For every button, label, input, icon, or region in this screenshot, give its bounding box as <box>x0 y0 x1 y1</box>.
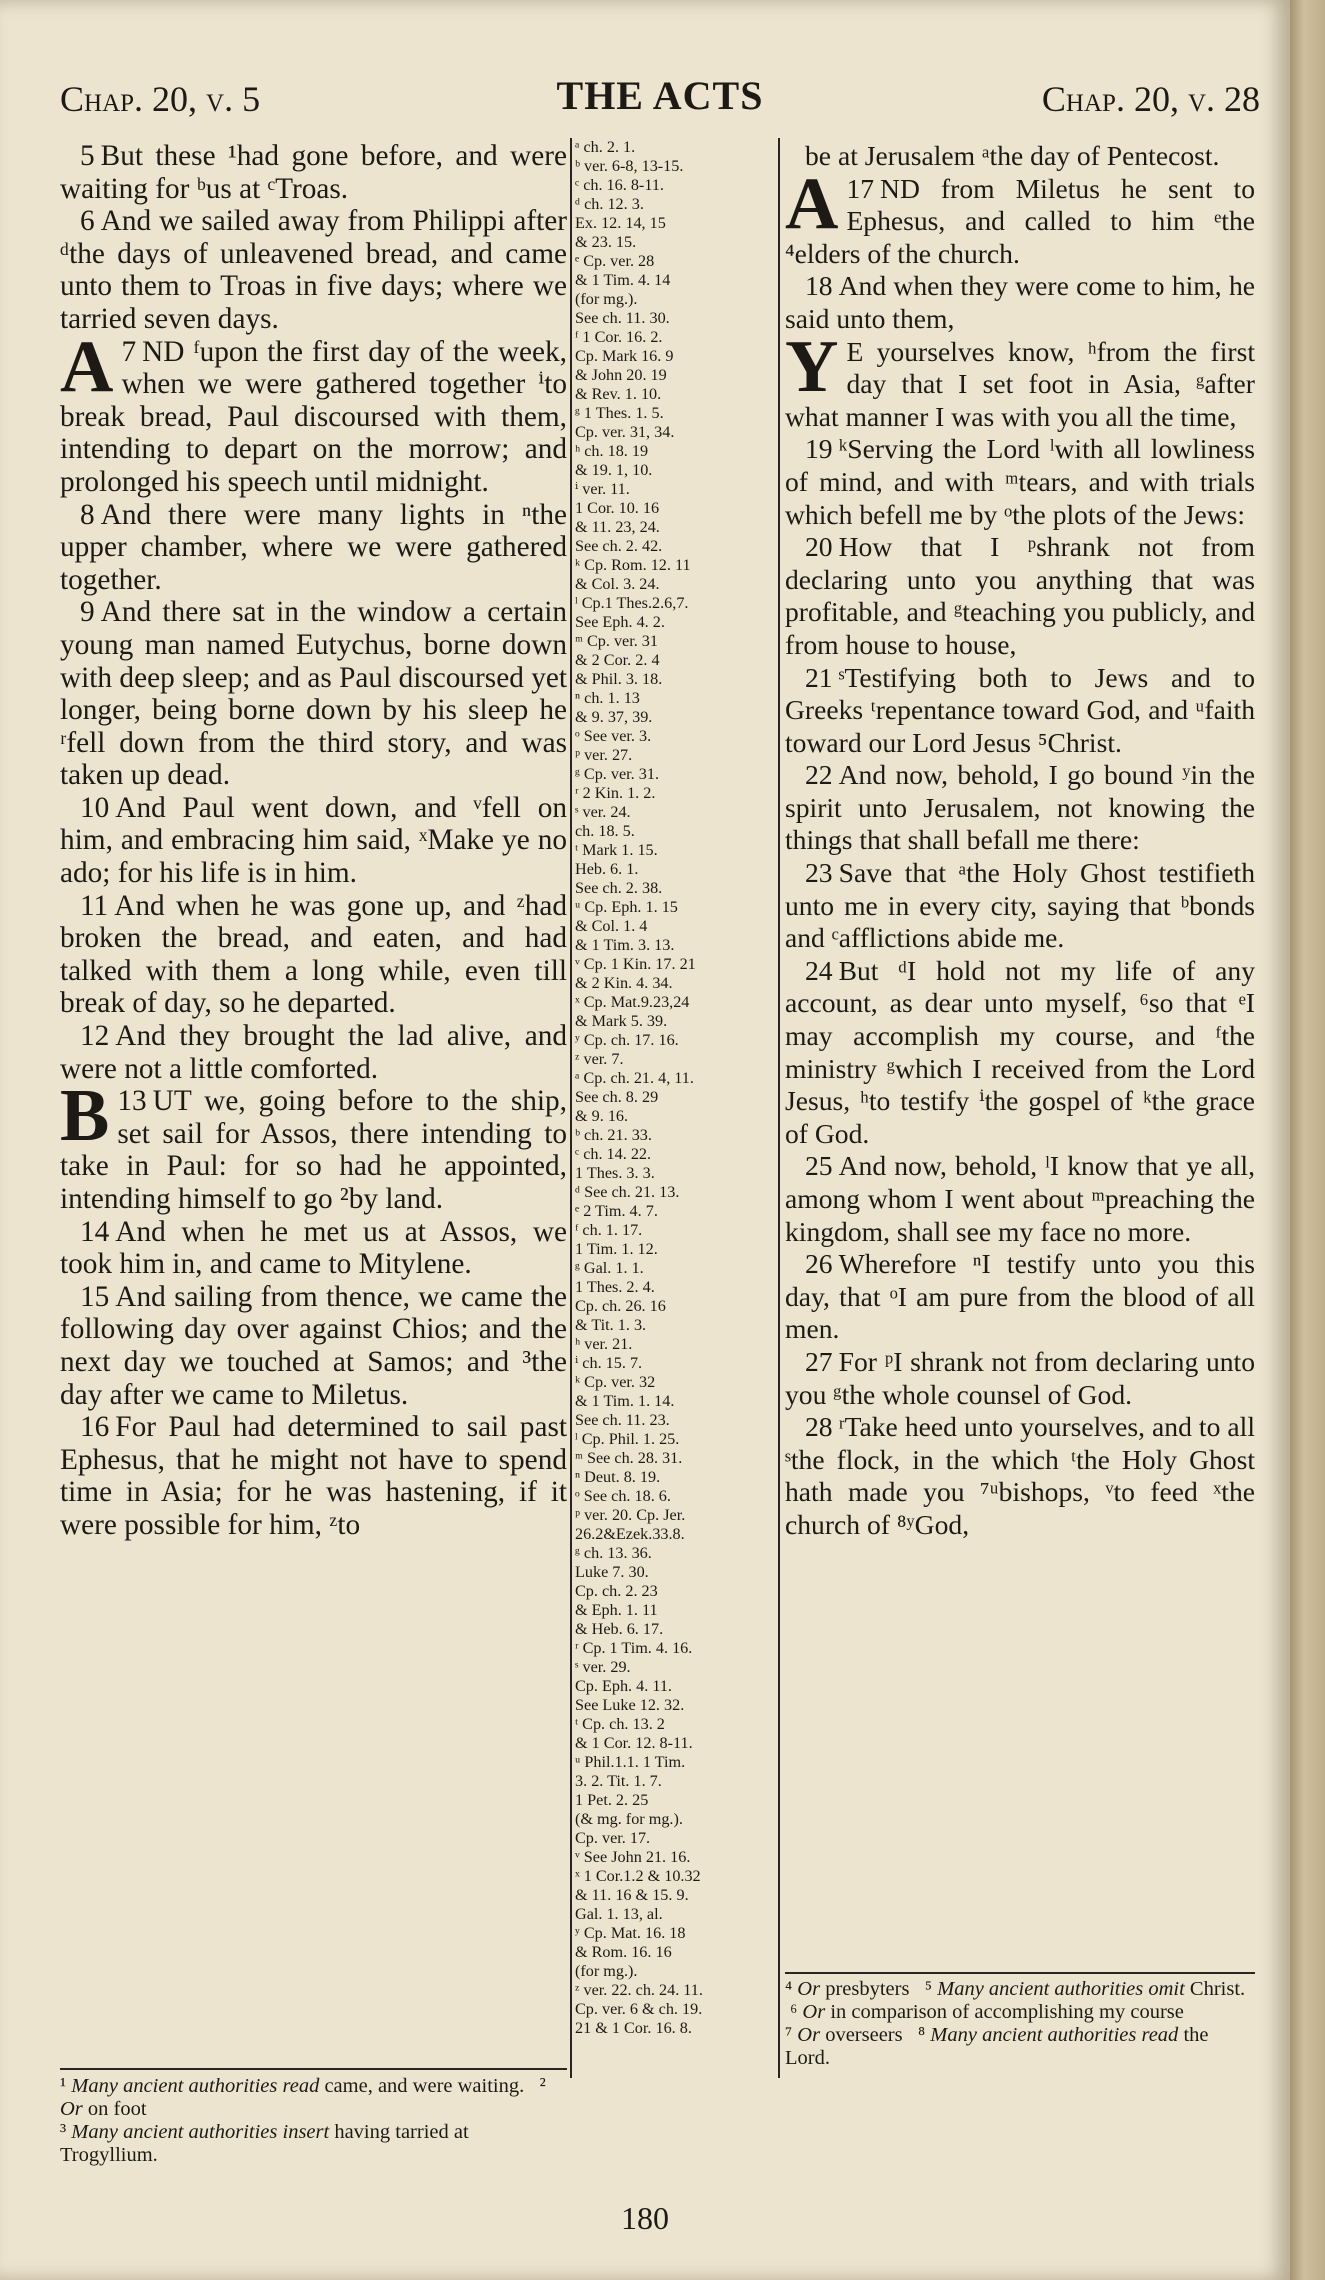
footnote-italic: Or <box>802 2001 826 2023</box>
cross-reference: & John 20. 19 <box>575 366 667 384</box>
verse <box>785 955 1255 1151</box>
footnote-marker: ⁸ <box>917 2024 926 2046</box>
verse-number: 10 <box>80 791 110 824</box>
footnote-1-2 <box>60 2075 567 2121</box>
cross-reference: & Rev. 1. 10. <box>575 385 662 403</box>
cross-reference: See ch. 2. 38. <box>575 879 663 897</box>
verse-text: For Paul had determined to sail past Ephesus, that he might not have to spend time in Asia; for he was hastening, if it were possible for him, ᶻto <box>60 1411 567 1541</box>
footnote-text: in comparison of accomplishing my course <box>830 2001 1184 2023</box>
cross-reference: ᵍ ch. 13. 36. <box>575 1544 652 1562</box>
cross-reference: ᵗ Cp. ch. 13. 2 <box>575 1715 665 1733</box>
cross-reference: ᵈ ch. 12. 3. <box>575 195 644 213</box>
verse-text: ᵏServing the Lord ˡwith all lowliness of mind, and with ᵐtears, and with trials which befell me by ᵒthe plots of the Jews: <box>785 433 1255 530</box>
header-right: Chap. 20, v. 28 <box>1041 79 1260 119</box>
footnote-italic: Many ancient authorities insert <box>71 2121 330 2143</box>
verse <box>60 499 567 597</box>
cross-reference: ⁿ Deut. 8. 19. <box>575 1468 661 1486</box>
cross-reference: ᵇ ch. 21. 33. <box>575 1126 652 1144</box>
footnote-text: having tarried at Trogyllium. <box>60 2121 469 2166</box>
cross-reference: ᶜ ch. 14. 22. <box>575 1145 652 1163</box>
cross-reference: See ch. 11. 30. <box>575 309 670 327</box>
cross-reference: ᶻ ver. 7. <box>575 1050 624 1068</box>
footnote-rule-left <box>60 2068 567 2070</box>
cross-reference: ᵘ Phil.1.1. 1 Tim. <box>575 1753 686 1771</box>
cross-reference: & Rom. 16. 16 <box>575 1943 672 1961</box>
verse-number: 17 <box>846 172 875 204</box>
cross-reference: ˡ Cp. Phil. 1. 25. <box>575 1430 680 1448</box>
verse-text: ˢTestifying both to Jews and to Greeks ᵗrepentance toward God, and ᵘfaith toward our Lord Jesus ⁵Christ. <box>785 661 1255 758</box>
verse-number: 7 <box>121 335 137 368</box>
cross-reference: ˣ Cp. Mat.9.23,24 <box>575 993 690 1011</box>
verse <box>60 1020 567 1085</box>
verse <box>785 270 1255 335</box>
cross-reference: & 19. 1, 10. <box>575 461 653 479</box>
verse-text: ʳTake heed unto yourselves, and to all ˢthe flock, in the which ᵗthe Holy Ghost hath made you ⁷ᵘbishops, ᵛto feed ˣthe church of ⁸ʸGod, <box>785 1411 1255 1540</box>
drop-cap: A <box>785 162 839 245</box>
footnotes-right <box>785 1978 1255 2070</box>
verse <box>60 140 567 205</box>
cross-reference: See ch. 2. 42. <box>575 537 663 555</box>
verse <box>785 433 1255 531</box>
cross-reference: 26.2&Ezek.33.8. <box>575 1525 685 1543</box>
cross-reference: ch. 18. 5. <box>575 822 635 840</box>
cross-reference: ᵃ ch. 2. 1. <box>575 138 636 156</box>
cross-reference: & 1 Cor. 12. 8-11. <box>575 1734 693 1752</box>
verse <box>785 531 1255 661</box>
cross-reference: ᵉ 2 Tim. 4. 7. <box>575 1202 658 1220</box>
cross-reference: ⁱ ver. 11. <box>575 480 630 498</box>
verse-text: And Paul went down, and ᵛfell on him, and embracing him said, ˣMake ye no ado; for his life is in him. <box>60 791 567 890</box>
cross-reference: & 11. 16 & 15. 9. <box>575 1886 689 1904</box>
page-number: 180 <box>621 2200 669 2236</box>
verse-text: How that I ᵖshrank not from declaring unto you anything that was profitable, and ᵍteaching you publicly, and from house to house, <box>785 531 1255 660</box>
verse-text: And when they were come to him, he said unto them, <box>785 270 1255 334</box>
cross-reference: 1 Thes. 3. 3. <box>575 1164 655 1182</box>
column-rule-left <box>570 138 572 2078</box>
cross-reference: ʸ Cp. Mat. 16. 18 <box>575 1924 686 1942</box>
drop-cap: A <box>60 325 114 408</box>
cross-reference: 1 Cor. 10. 16 <box>575 499 660 517</box>
verse <box>785 325 1255 434</box>
cross-reference: 1 Tim. 1. 12. <box>575 1240 658 1258</box>
cross-reference: Ex. 12. 14, 15 <box>575 214 666 232</box>
cross-reference: ᵏ Cp. Rom. 12. 11 <box>575 556 691 574</box>
cross-reference: ʳ 2 Kin. 1. 2. <box>575 784 656 802</box>
cross-reference: & Eph. 1. 11 <box>575 1601 658 1619</box>
verse <box>785 1346 1255 1411</box>
left-text-column <box>60 140 567 2050</box>
verse-text: be at Jerusalem ᵃthe day of Pentecost. <box>805 140 1220 171</box>
cross-reference: & Heb. 6. 17. <box>575 1620 664 1638</box>
cross-reference: ˡ Cp.1 Thes.2.6,7. <box>575 594 689 612</box>
footnote-marker: ¹ <box>60 2075 67 2097</box>
cross-reference: & Tit. 1. 3. <box>575 1316 647 1334</box>
verse-text: But these ¹had gone before, and were waiting for ᵇus at ᶜTroas. <box>60 140 567 205</box>
verse-number: 25 <box>805 1150 833 1182</box>
verse <box>785 1248 1255 1346</box>
footnote-marker: ⁴ <box>785 1978 793 2000</box>
verse-text: And there sat in the window a certain young man named Eutychus, borne down with deep sleep; and as Paul discoursed yet longer, being borne down by his sleep he ʳfell down from the third story, and was taken up dead. <box>60 596 567 792</box>
verse-number: 18 <box>805 270 833 302</box>
cross-reference: Cp. Eph. 4. 11. <box>575 1677 672 1695</box>
verse-number: 13 <box>117 1085 147 1118</box>
cross-reference: ⁿ ch. 1. 13 <box>575 689 640 707</box>
verse <box>60 890 567 1020</box>
cross-reference: ᵍ Cp. ver. 31. <box>575 765 660 783</box>
verse-text: And sailing from thence, we came the following day over against Chios; and the next day we touched at Samos; and ³the day after we came to Miletus. <box>60 1280 567 1411</box>
cross-reference: Cp. ver. 17. <box>575 1829 651 1847</box>
cross-reference-column <box>575 138 775 2068</box>
footnote-marker: ⁷ <box>785 2024 793 2046</box>
verse-number: 28 <box>805 1411 833 1443</box>
footnote-marker: ⁶ <box>790 2001 798 2023</box>
verse-text: And now, behold, I go bound ʸin the spirit unto Jerusalem, not knowing the things that shall befall me there: <box>785 759 1255 856</box>
footnote-text: presbyters <box>825 1978 910 2000</box>
verse-number: 8 <box>80 498 95 531</box>
verse-text: Save that ᵃthe Holy Ghost testifieth unto me in every city, saying that ᵇbonds and ᶜafflictions abide me. <box>785 857 1255 954</box>
cross-reference: ᵖ ver. 20. Cp. Jer. <box>575 1506 686 1524</box>
cross-reference: See Luke 12. 32. <box>575 1696 685 1714</box>
cross-reference: ⁱ ch. 15. 7. <box>575 1354 643 1372</box>
verse-text: And when he was gone up, and ᶻhad broken the bread, and eaten, and had talked with them a long while, even till break of day, so he departed. <box>60 889 567 1020</box>
verse <box>60 1281 567 1411</box>
cross-reference: ᵍ Gal. 1. 1. <box>575 1259 644 1277</box>
cross-reference: 21 & 1 Cor. 16. 8. <box>575 2019 692 2037</box>
cross-reference: ᵒ See ver. 3. <box>575 727 652 745</box>
cross-reference: 1 Thes. 2. 4. <box>575 1278 655 1296</box>
cross-reference: & 1 Tim. 4. 14 <box>575 271 671 289</box>
verse <box>785 1150 1255 1248</box>
cross-reference: ᵛ Cp. 1 Kin. 17. 21 <box>575 955 696 973</box>
cross-reference: (& mg. for mg.). <box>575 1810 683 1828</box>
footnote-italic: Many ancient authorities read <box>71 2075 320 2097</box>
verse <box>785 857 1255 955</box>
verse-text: But ᵈI hold not my life of any account, as dear unto myself, ⁶so that ᵉI may accomplish my course, and ᶠthe ministry ᵍwhich I received from the Lord Jesus, ʰto testify ⁱthe gospel of ᵏthe grace of God. <box>785 954 1255 1149</box>
cross-reference: ˢ ver. 24. <box>575 803 631 821</box>
cross-reference: & 9. 37, 39. <box>575 708 653 726</box>
cross-reference: & 9. 16. <box>575 1107 629 1125</box>
verse-number: 23 <box>805 857 833 889</box>
verse <box>785 140 1255 173</box>
verse-number: 12 <box>80 1020 110 1053</box>
cross-reference: ᶜ ch. 16. 8-11. <box>575 176 664 194</box>
cross-reference: Cp. ver. 31, 34. <box>575 423 675 441</box>
verse-text: ND from Miletus he sent to Ephesus, and called to him ᵉthe ⁴elders of the church. <box>785 172 1255 269</box>
verse-number: 20 <box>805 531 833 563</box>
verse-text: E yourselves know, ʰfrom the first day that I set foot in Asia, ᵍafter what manner I was with you all the time, <box>785 335 1255 432</box>
cross-reference: 1 Pet. 2. 25 <box>575 1791 649 1809</box>
footnote-7-8 <box>785 2024 1255 2070</box>
verse-text: Wherefore ⁿI testify unto you this day, that ᵒI am pure from the blood of all men. <box>785 1248 1255 1345</box>
cross-reference: ᵉ Cp. ver. 28 <box>575 252 655 270</box>
cross-reference: ʰ ver. 21. <box>575 1335 633 1353</box>
verse-text: For ᵖI shrank not from declaring unto you ᵍthe whole counsel of God. <box>785 1345 1255 1410</box>
cross-reference: ᵃ Cp. ch. 21. 4, 11. <box>575 1069 694 1087</box>
drop-cap: Y <box>785 325 839 408</box>
cross-reference: ᵛ See John 21. 16. <box>575 1848 691 1866</box>
cross-reference: & 23. 15. <box>575 233 637 251</box>
footnote-italic: Many ancient authorities read <box>930 2024 1179 2046</box>
footnote-text: Christ. <box>1189 1978 1246 2000</box>
cross-reference: Cp. Mark 16. 9 <box>575 347 674 365</box>
footnote-marker: ² <box>539 2075 546 2097</box>
verse <box>60 1411 567 1541</box>
verse <box>60 1216 567 1281</box>
footnote-italic: Or <box>60 2098 83 2120</box>
footnote-marker: ³ <box>60 2121 67 2143</box>
verse-number: 5 <box>80 140 95 172</box>
cross-reference: See Eph. 4. 2. <box>575 613 665 631</box>
cross-reference: Cp. ch. 2. 23 <box>575 1582 658 1600</box>
footnote-text: came, and were waiting. <box>324 2075 525 2097</box>
cross-reference: (for mg.). <box>575 1962 638 1980</box>
verse <box>60 325 567 499</box>
cross-reference: ᵖ ver. 27. <box>575 746 633 764</box>
footnote-rule-right <box>785 1972 1255 1974</box>
cross-reference: & 2 Kin. 4. 34. <box>575 974 673 992</box>
column-rule-right <box>778 138 780 2078</box>
header-title: THE ACTS <box>556 73 764 118</box>
verse-number: 19 <box>805 433 833 465</box>
cross-reference: Cp. ch. 26. 16 <box>575 1297 666 1315</box>
cross-reference: & Mark 5. 39. <box>575 1012 668 1030</box>
cross-reference: ᶠ ch. 1. 17. <box>575 1221 643 1239</box>
footnote-text: overseers <box>825 2024 903 2046</box>
cross-reference: See ch. 11. 23. <box>575 1411 670 1429</box>
verse <box>60 596 567 792</box>
cross-reference: & 11. 23, 24. <box>575 518 660 536</box>
cross-reference: See ch. 8. 29 <box>575 1088 659 1106</box>
verse-text: And now, behold, ˡI know that ye all, among whom I went about ᵐpreaching the kingdom, shall see my face no more. <box>785 1150 1255 1247</box>
right-text-column <box>785 140 1255 1960</box>
verse <box>785 1411 1255 1541</box>
footnote-italic: Many ancient authorities omit <box>937 1978 1185 2000</box>
verse-text: And when he met us at Assos, we took him in, and came to Mitylene. <box>60 1215 567 1281</box>
footnote-3 <box>60 2121 567 2167</box>
verse <box>60 205 567 335</box>
cross-reference: & Col. 3. 24. <box>575 575 660 593</box>
cross-reference: ᵗ Mark 1. 15. <box>575 841 658 859</box>
verse <box>785 662 1255 760</box>
cross-reference: & 2 Cor. 2. 4 <box>575 651 660 669</box>
footnote-italic: Or <box>797 1978 821 2000</box>
verse-number: 26 <box>805 1248 833 1280</box>
verse-text: And they brought the lad alive, and were not a little comforted. <box>60 1020 567 1085</box>
drop-cap: B <box>60 1075 110 1158</box>
verse <box>785 759 1255 857</box>
verse-number: 22 <box>805 759 833 791</box>
cross-reference: ʰ ch. 18. 19 <box>575 442 649 460</box>
footnote-4-5 <box>785 1978 1255 2024</box>
cross-reference: ᶻ ver. 22. ch. 24. 11. <box>575 1981 703 1999</box>
footnote-italic: Or <box>797 2024 821 2046</box>
cross-reference: & 1 Tim. 1. 14. <box>575 1392 675 1410</box>
cross-reference: ᵒ See ch. 18. 6. <box>575 1487 671 1505</box>
cross-reference: ᵐ Cp. ver. 31 <box>575 632 658 650</box>
verse-number: 24 <box>805 954 833 986</box>
cross-reference: (for mg.). <box>575 290 638 308</box>
footnote-marker: ⁵ <box>924 1978 932 2000</box>
cross-reference: ᵏ Cp. ver. 32 <box>575 1373 656 1391</box>
running-head <box>60 70 1260 130</box>
cross-reference: ˢ ver. 29. <box>575 1658 631 1676</box>
cross-reference: ᵇ ver. 6-8, 13-15. <box>575 157 684 175</box>
cross-reference: ᵐ See ch. 28. 31. <box>575 1449 683 1467</box>
verse-text: And there were many lights in ⁿthe upper chamber, where we were gathered together. <box>60 498 567 596</box>
verse <box>60 792 567 890</box>
cross-reference: ˣ 1 Cor.1.2 & 10.32 <box>575 1867 701 1885</box>
verse-number: 6 <box>80 205 95 238</box>
verse-number: 21 <box>805 661 833 693</box>
verse <box>785 162 1255 271</box>
verse <box>60 1075 567 1215</box>
verse-number: 27 <box>805 1345 833 1377</box>
cross-reference: Gal. 1. 13, al. <box>575 1905 663 1923</box>
cross-reference: Heb. 6. 1. <box>575 860 639 878</box>
cross-reference: & 1 Tim. 3. 13. <box>575 936 675 954</box>
cross-reference: 3. 2. Tit. 1. 7. <box>575 1772 662 1790</box>
verse-number: 14 <box>80 1215 110 1248</box>
footnotes-left <box>60 2075 567 2167</box>
cross-reference: Luke 7. 30. <box>575 1563 649 1581</box>
cross-reference: ʸ Cp. ch. 17. 16. <box>575 1031 679 1049</box>
footnote-text: on foot <box>87 2098 147 2120</box>
verse-number: 15 <box>80 1280 110 1313</box>
cross-reference: & Phil. 3. 18. <box>575 670 663 688</box>
cross-reference: & Col. 1. 4 <box>575 917 648 935</box>
verse-number: 9 <box>80 596 95 629</box>
cross-reference: ᵘ Cp. Eph. 1. 15 <box>575 898 678 916</box>
cross-reference: ᵈ See ch. 21. 13. <box>575 1183 680 1201</box>
verse-number: 11 <box>80 889 109 922</box>
verse-text: ND ᶠupon the first day of the week, when we were gathered together ⁱto break bread, Paul discoursed with them, intending to depart on the morrow; and prolonged his speech until midnight. <box>60 335 567 498</box>
cross-reference: Cp. ver. 6 & ch. 19. <box>575 2000 703 2018</box>
header-left: Chap. 20, v. 5 <box>60 79 261 119</box>
cross-reference: ᶠ 1 Cor. 16. 2. <box>575 328 663 346</box>
verse-text: UT we, going before to the ship, set sail for Assos, there intending to take in Paul: for so had he appointed, intending himself to go ²by land. <box>60 1085 567 1215</box>
page-edge <box>1290 0 1325 2280</box>
footnote-text: the Lord. <box>785 2024 1209 2069</box>
cross-reference: ᵍ 1 Thes. 1. 5. <box>575 404 664 422</box>
cross-reference: ʳ Cp. 1 Tim. 4. 16. <box>575 1639 693 1657</box>
verse-text: And we sailed away from Philippi after ᵈthe days of unleavened bread, and came unto them to Troas in five days; where we tarried seven days. <box>60 205 567 335</box>
verse-number: 16 <box>80 1411 110 1444</box>
